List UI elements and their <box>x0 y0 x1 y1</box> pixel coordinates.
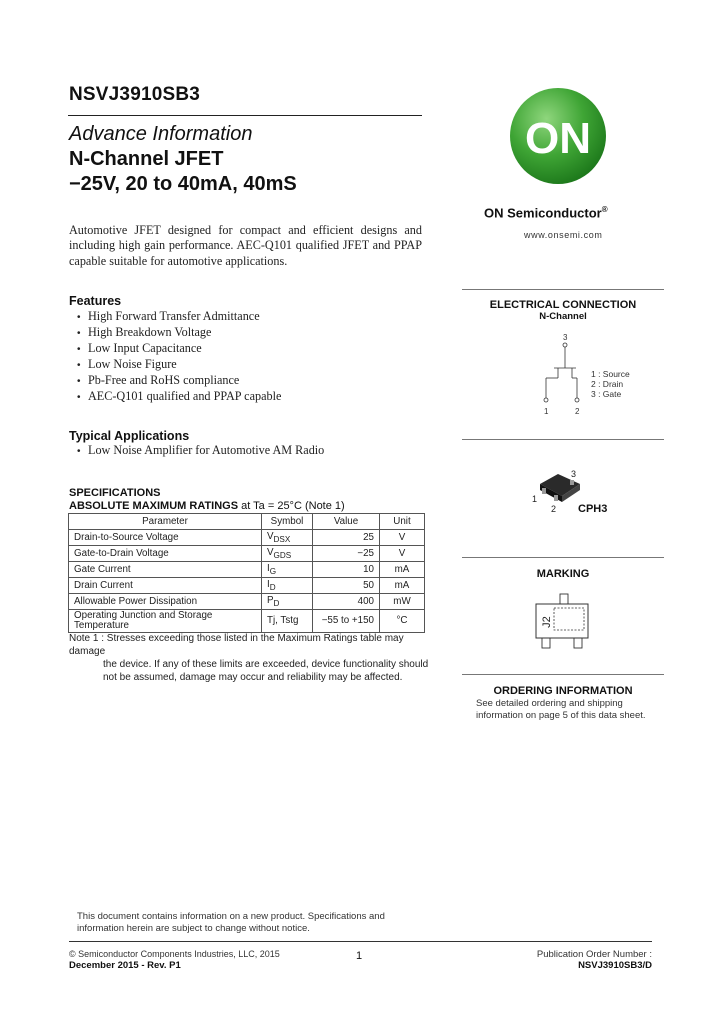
pin-legend-item: 1 : Source <box>591 369 630 379</box>
package-pin-2: 2 <box>551 504 557 514</box>
table-row <box>69 546 425 562</box>
table-row <box>69 578 425 594</box>
pin-legend <box>591 369 630 399</box>
website-url[interactable]: www.onsemi.com <box>524 230 603 240</box>
pin-1-label: 1 <box>544 407 549 416</box>
cell-unit: °C <box>380 610 425 633</box>
feature-item: • Low Input Capacitance <box>77 341 281 357</box>
cell-unit: mA <box>380 562 425 578</box>
ordering-information-title: ORDERING INFORMATION <box>493 685 633 697</box>
cell-symbol: Tj, Tstg <box>262 610 313 633</box>
pin-legend-item: 2 : Drain <box>591 379 624 389</box>
on-semiconductor-logo <box>509 87 607 185</box>
cell-value: −25 <box>313 546 380 562</box>
cell-symbol: $V_{DSX}$ <box>262 530 313 546</box>
date-revision: December 2015 - Rev. P1 <box>69 960 181 971</box>
abs-max-ratings-table <box>68 513 425 633</box>
advance-information-notice: This document contains information on a new product. Specifications and information herein are subject to change without notice. <box>77 911 385 934</box>
abs-max-condition: at Ta = 25°C (Note 1) <box>241 500 345 512</box>
subtitle-device-type: N-Channel JFET <box>69 148 224 170</box>
cell-symbol: $I_G$ <box>262 562 313 578</box>
section-divider <box>462 557 664 558</box>
company-name: ON Semiconductor® <box>484 205 608 221</box>
cell-symbol: $I_D$ <box>262 578 313 594</box>
cell-unit: mW <box>380 594 425 610</box>
feature-item: • High Breakdown Voltage <box>77 325 281 341</box>
feature-item: • High Forward Transfer Admittance <box>77 309 281 325</box>
publication-order-number: NSVJ3910SB3/D <box>578 960 652 971</box>
cell-value: 25 <box>313 530 380 546</box>
cell-value: 50 <box>313 578 380 594</box>
col-header-value: Value <box>313 514 380 530</box>
specifications-title: SPECIFICATIONS <box>69 487 161 499</box>
features-title: Features <box>69 294 122 308</box>
applications-list <box>77 443 324 459</box>
cell-value: 400 <box>313 594 380 610</box>
package-pin-1: 1 <box>532 494 538 504</box>
table-row <box>69 610 425 633</box>
table-row <box>69 562 425 578</box>
table-header-row <box>69 514 425 530</box>
pin-3-label: 3 <box>563 333 568 342</box>
features-list <box>77 309 281 405</box>
col-header-unit: Unit <box>380 514 425 530</box>
package-name: CPH3 <box>578 503 608 515</box>
section-divider <box>462 289 664 290</box>
cell-parameter: Allowable Power Dissipation <box>69 594 262 610</box>
cell-parameter: Drain-to-Source Voltage <box>69 530 262 546</box>
logo-text: ON <box>525 114 591 163</box>
cell-parameter: Gate Current <box>69 562 262 578</box>
subtitle-advance-information: Advance Information <box>69 123 253 145</box>
col-header-parameter: Parameter <box>69 514 262 530</box>
publication-order-label: Publication Order Number : <box>536 949 652 960</box>
applications-title: Typical Applications <box>69 429 190 443</box>
feature-item: • Low Noise Figure <box>77 357 281 373</box>
application-item: • Low Noise Amplifier for Automotive AM Radio <box>77 443 324 459</box>
electrical-connection-subtitle: N-Channel <box>539 311 587 322</box>
marking-diagram <box>530 592 594 654</box>
cell-unit: V <box>380 546 425 562</box>
note-continuation: the device. If any of these limits are exceeded, device functionality should not be assumed, damage may occur and reliability may be affected. <box>103 659 429 683</box>
cell-value: 10 <box>313 562 380 578</box>
electrical-connection-title: ELECTRICAL CONNECTION <box>489 299 637 311</box>
section-divider <box>462 439 664 440</box>
device-description: Automotive JFET designed for compact and efficient designs and including high gain performance. AEC-Q101 qualified JFET and PPAP capable suitable for automotive applications. <box>69 223 422 268</box>
cell-unit: mA <box>380 578 425 594</box>
cell-parameter: Drain Current <box>69 578 262 594</box>
part-number-title: NSVJ3910SB3 <box>69 84 201 105</box>
package-pin-3: 3 <box>571 469 577 479</box>
abs-max-ratings-title <box>69 500 345 512</box>
cell-parameter: Operating Junction and Storage Temperature <box>69 610 262 633</box>
section-divider <box>462 674 664 675</box>
footer-rule <box>69 941 652 942</box>
cell-symbol: $V_{GDS}$ <box>262 546 313 562</box>
header-rule <box>68 115 422 116</box>
marking-code: J2 <box>541 616 553 628</box>
feature-item: • Pb-Free and RoHS compliance <box>77 373 281 389</box>
ratings-note <box>69 632 431 684</box>
pin-2-label: 2 <box>575 407 580 416</box>
col-header-symbol: Symbol <box>262 514 313 530</box>
page-number: 1 <box>356 950 363 962</box>
cell-value: −55 to +150 <box>313 610 380 633</box>
pin-legend-item: 3 : Gate <box>591 389 622 399</box>
table-row <box>69 530 425 546</box>
jfet-schematic <box>530 330 590 420</box>
marking-title: MARKING <box>536 568 590 580</box>
ordering-information-text: See detailed ordering and shipping information on page 5 of this data sheet. <box>476 698 646 721</box>
cell-unit: V <box>380 530 425 546</box>
cell-symbol: $P_D$ <box>262 594 313 610</box>
abs-max-label: ABSOLUTE MAXIMUM RATINGS <box>69 500 239 512</box>
feature-item: • AEC-Q101 qualified and PPAP capable <box>77 389 281 405</box>
note-line: Note 1 : Stresses exceeding those listed in the Maximum Ratings table may damage <box>69 633 404 657</box>
table-row <box>69 594 425 610</box>
cell-parameter: Gate-to-Drain Voltage <box>69 546 262 562</box>
copyright: © Semiconductor Components Industries, LLC, 2015 <box>69 949 280 959</box>
subtitle-ratings: −25V, 20 to 40mA, 40mS <box>69 173 297 195</box>
